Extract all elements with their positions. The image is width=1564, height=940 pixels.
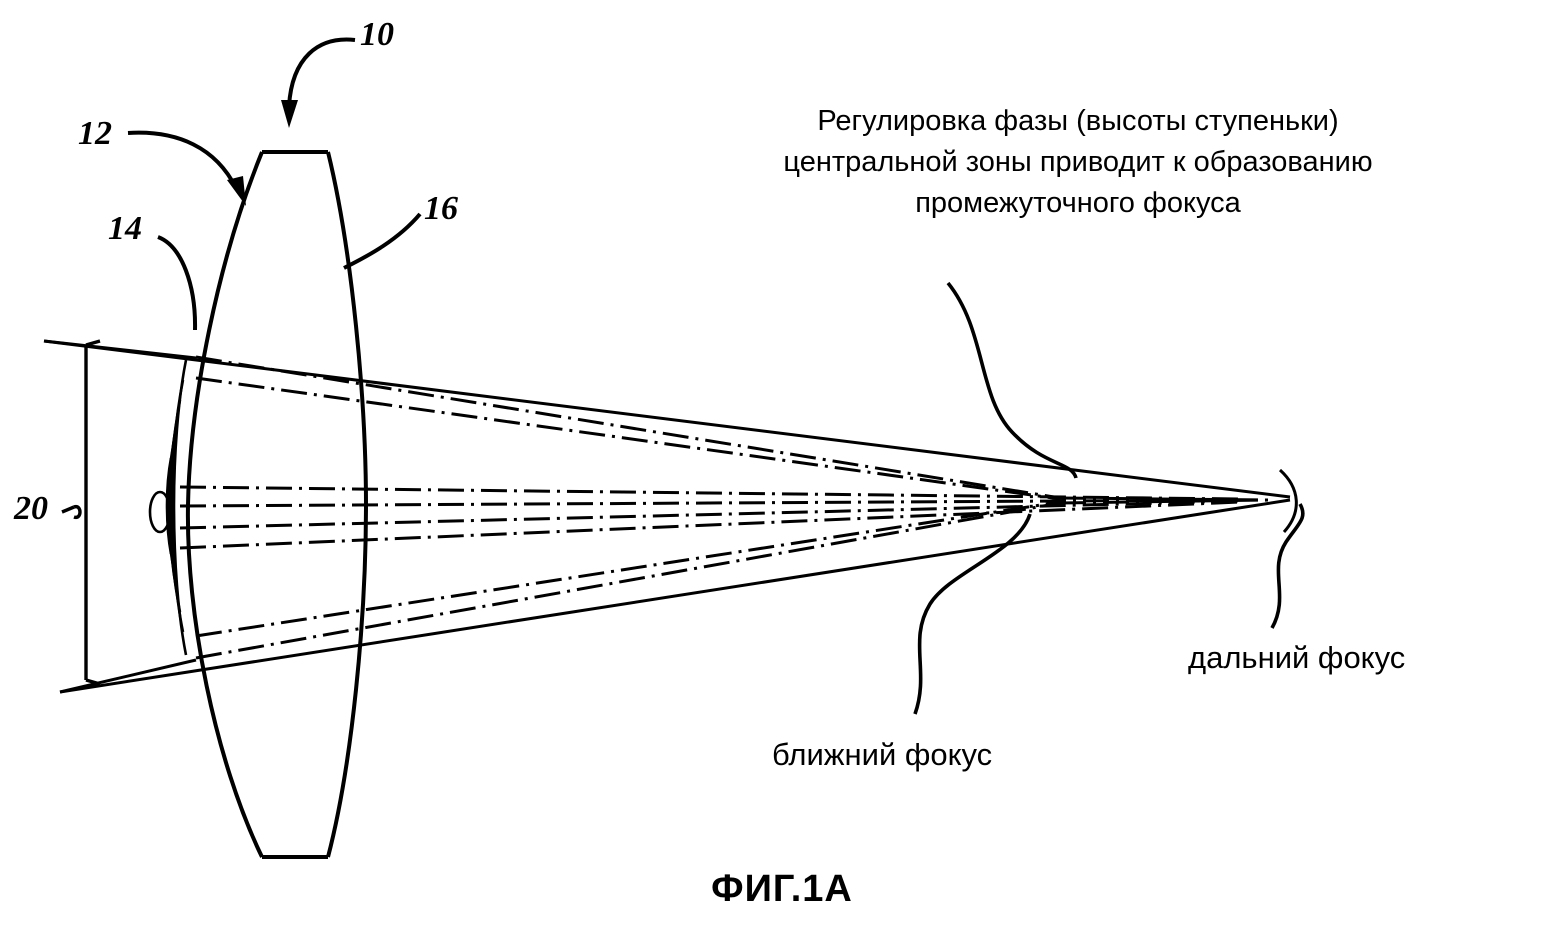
far-focus-label: дальний фокус [1188,640,1406,675]
leader-lines [128,40,420,330]
reference-numeral-20: 20 [14,490,48,527]
figure-caption: ФИГ.1А [711,868,853,910]
reference-numeral-14: 14 [108,210,142,247]
reference-numeral-10: 10 [360,16,394,53]
aperture-dimension-bracket [62,341,100,684]
reference-numeral-12: 12 [78,115,112,152]
diffractive-zones [150,360,186,655]
phase-adjustment-annotation: Регулировка фазы (высоты ступеньки) центральной зоны приводит к образованию промежуточного фокуса [783,105,1373,219]
near-focus-label: ближний фокус [772,737,993,772]
ray-bundle-dashdot [180,357,1270,658]
reference-numeral-16: 16 [424,190,458,227]
